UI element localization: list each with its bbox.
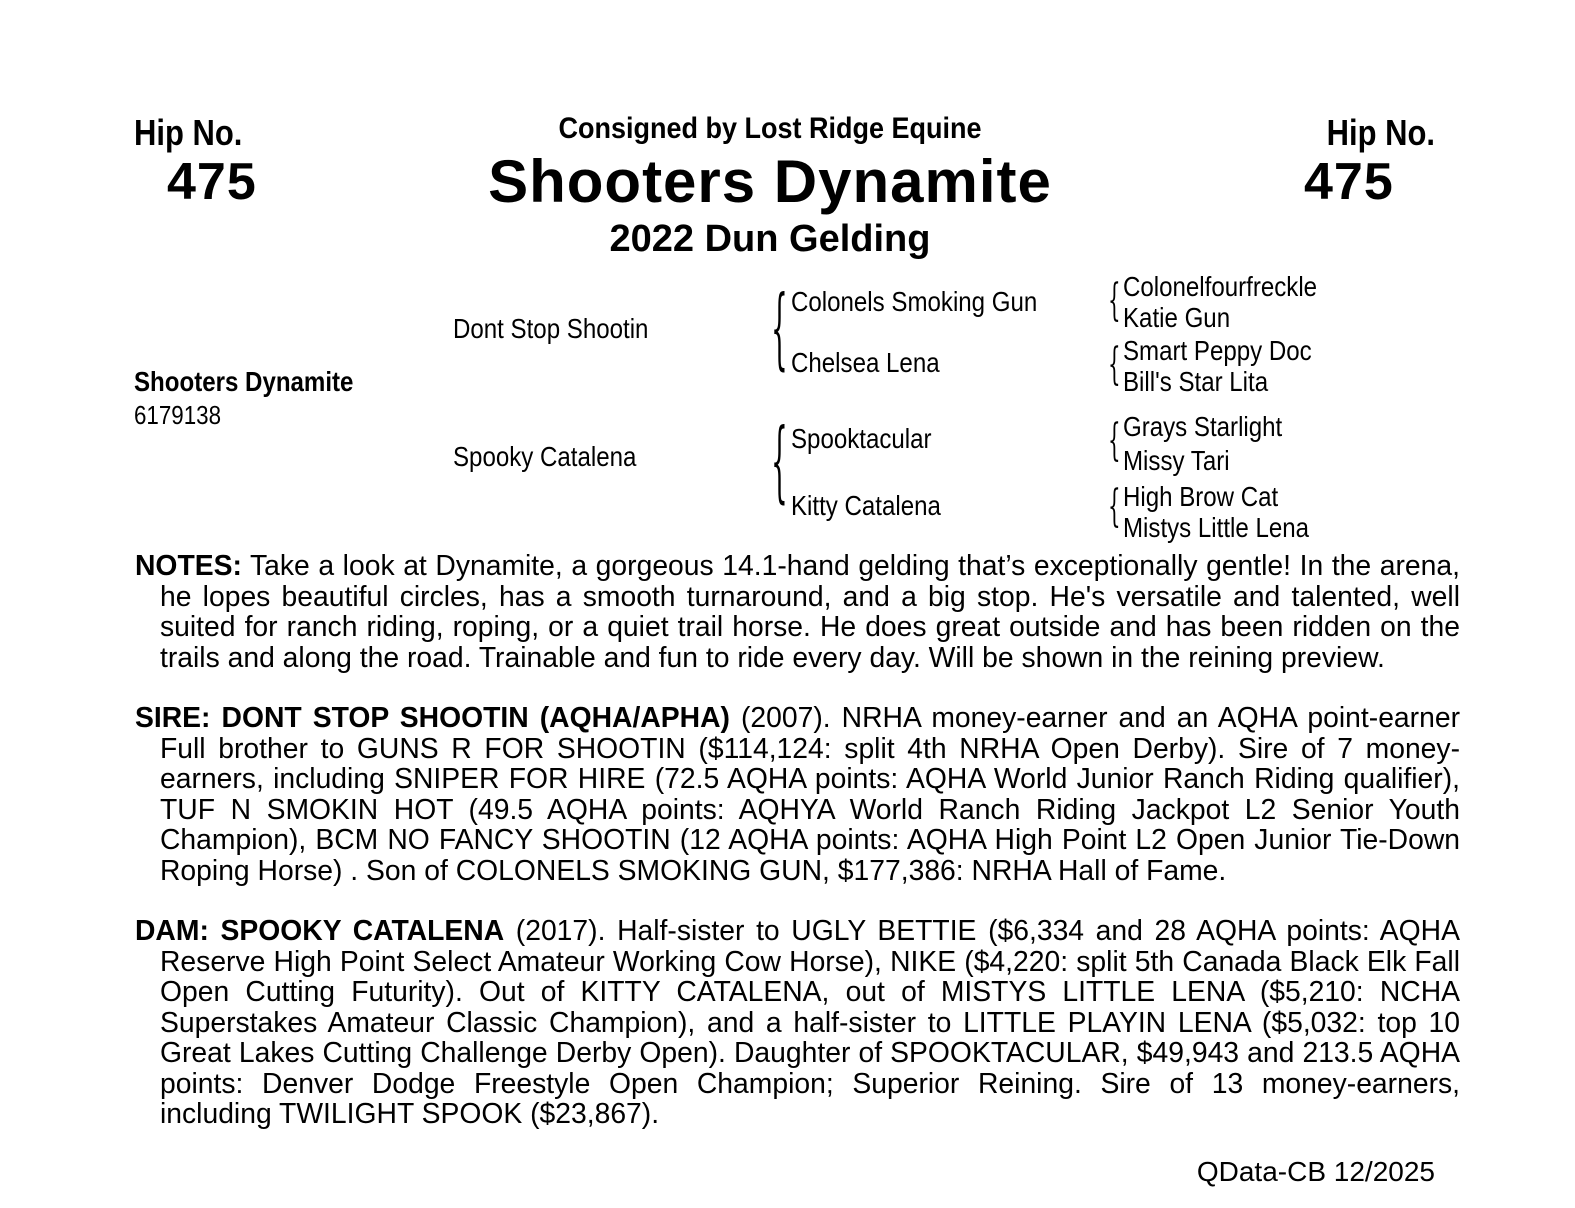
pedigree-gen3-8: Mistys Little Lena (1123, 512, 1310, 543)
hip-number-right: 475 (1304, 153, 1394, 211)
pedigree-gen3-3: Smart Peppy Doc (1123, 335, 1312, 366)
pedigree-gen3-4: Bill's Star Lita (1123, 366, 1269, 397)
sire-text: (2007). NRHA money-earner and an AQHA point-earner Full brother to GUNS R FOR SHOOTIN ($114,124: split 4th NRHA Open Derby). Sire of 7 money-earners, including SNIPER FOR HIRE (72.5 AQHA points: AQHA World Junior Ranch Riding qualifier), TUF N SMOKIN HOT (49.5 AQHA points: AQHYA World Ranch Riding Jackpot L2 Senior Youth Champion), BCM NO FANCY SHOOTIN (12 AQHA points: AQHA High Point L2 Open Junior Tie-Down Roping Horse) . Son of COLONELS SMOKING GUN, $177,386: NRHA Hall of Fame. (160, 701, 1460, 886)
hip-label-left: Hip No. (134, 112, 243, 153)
horse-name-title: Shooters Dynamite (488, 148, 1052, 215)
consignor-line: Consigned by Lost Ridge Equine (558, 112, 982, 145)
pedigree-dam-sire: Spooktacular (791, 423, 932, 454)
dam-label: DAM: SPOOKY CATALENA (135, 914, 505, 946)
notes-label: NOTES: (135, 549, 242, 581)
horse-description: 2022 Dun Gelding (609, 218, 931, 260)
notes-text: Take a look at Dynamite, a gorgeous 14.1-hand gelding that’s exceptionally gentle! In the arena, he lopes beautiful circles, has a smooth turnaround, and a big stop. He's versatile and talented, well suited for ranch riding, roping, or a quiet trail horse. He does great outside and has been ridden on the trails and along the road. Trainable and fun to ride every day. Will be shown in the reining preview. (160, 549, 1460, 673)
sire-paragraph (135, 702, 1460, 885)
dam-text: (2017). Half-sister to UGLY BETTIE ($6,334 and 28 AQHA points: AQHA Reserve High Point Select Amateur Working Cow Horse), NIKE ($4,220: split 5th Canada Black Elk Fall Open Cutting Futurity). Out of KITTY CATALENA, out of MISTYS LITTLE LENA ($5,210: NCHA Superstakes Amateur Classic Champion), and a half-sister to LITTLE PLAYIN LENA ($5,032: top 10 Great Lakes Cutting Challenge Derby Open). Daughter of SPOOKTACULAR, $49,943 and 213.5 AQHA points: Denver Dodge Freestyle Open Champion; Superior Reining. Sire of 13 money-earners, including TWILIGHT SPOOK ($23,867). (160, 914, 1460, 1129)
pedigree-gen3-1: Colonelfourfreckle (1123, 271, 1318, 302)
pedigree-brace-sire: { (771, 276, 788, 379)
sire-label: SIRE: DONT STOP SHOOTIN (AQHA/APHA) (135, 701, 730, 733)
dam-paragraph (135, 915, 1460, 1129)
hip-number-left: 475 (167, 153, 257, 211)
pedigree-sire-dam: Chelsea Lena (791, 347, 940, 378)
notes-paragraph (135, 550, 1460, 672)
pedigree-brace-gen3-3: { (1108, 415, 1121, 466)
hip-label-right: Hip No. (1326, 112, 1435, 153)
footer-source: QData-CB 12/2025 (1196, 1156, 1435, 1187)
pedigree-registration-number: 6179138 (134, 400, 222, 430)
pedigree-subject-name: Shooters Dynamite (134, 366, 354, 397)
pedigree-sire-sire: Colonels Smoking Gun (791, 286, 1038, 317)
pedigree-brace-gen3-1: { (1108, 275, 1121, 326)
pedigree-sire: Dont Stop Shootin (453, 313, 649, 344)
pedigree-gen3-5: Grays Starlight (1123, 411, 1283, 442)
pedigree-brace-gen3-4: { (1108, 481, 1121, 532)
pedigree-dam: Spooky Catalena (453, 441, 637, 472)
pedigree-dam-dam: Kitty Catalena (791, 490, 941, 521)
pedigree-gen3-6: Missy Tari (1123, 445, 1230, 476)
pedigree-gen3-2: Katie Gun (1123, 302, 1231, 333)
pedigree-gen3-7: High Brow Cat (1123, 481, 1279, 512)
pedigree-brace-gen3-2: { (1108, 339, 1121, 390)
pedigree-brace-dam: { (771, 409, 788, 512)
